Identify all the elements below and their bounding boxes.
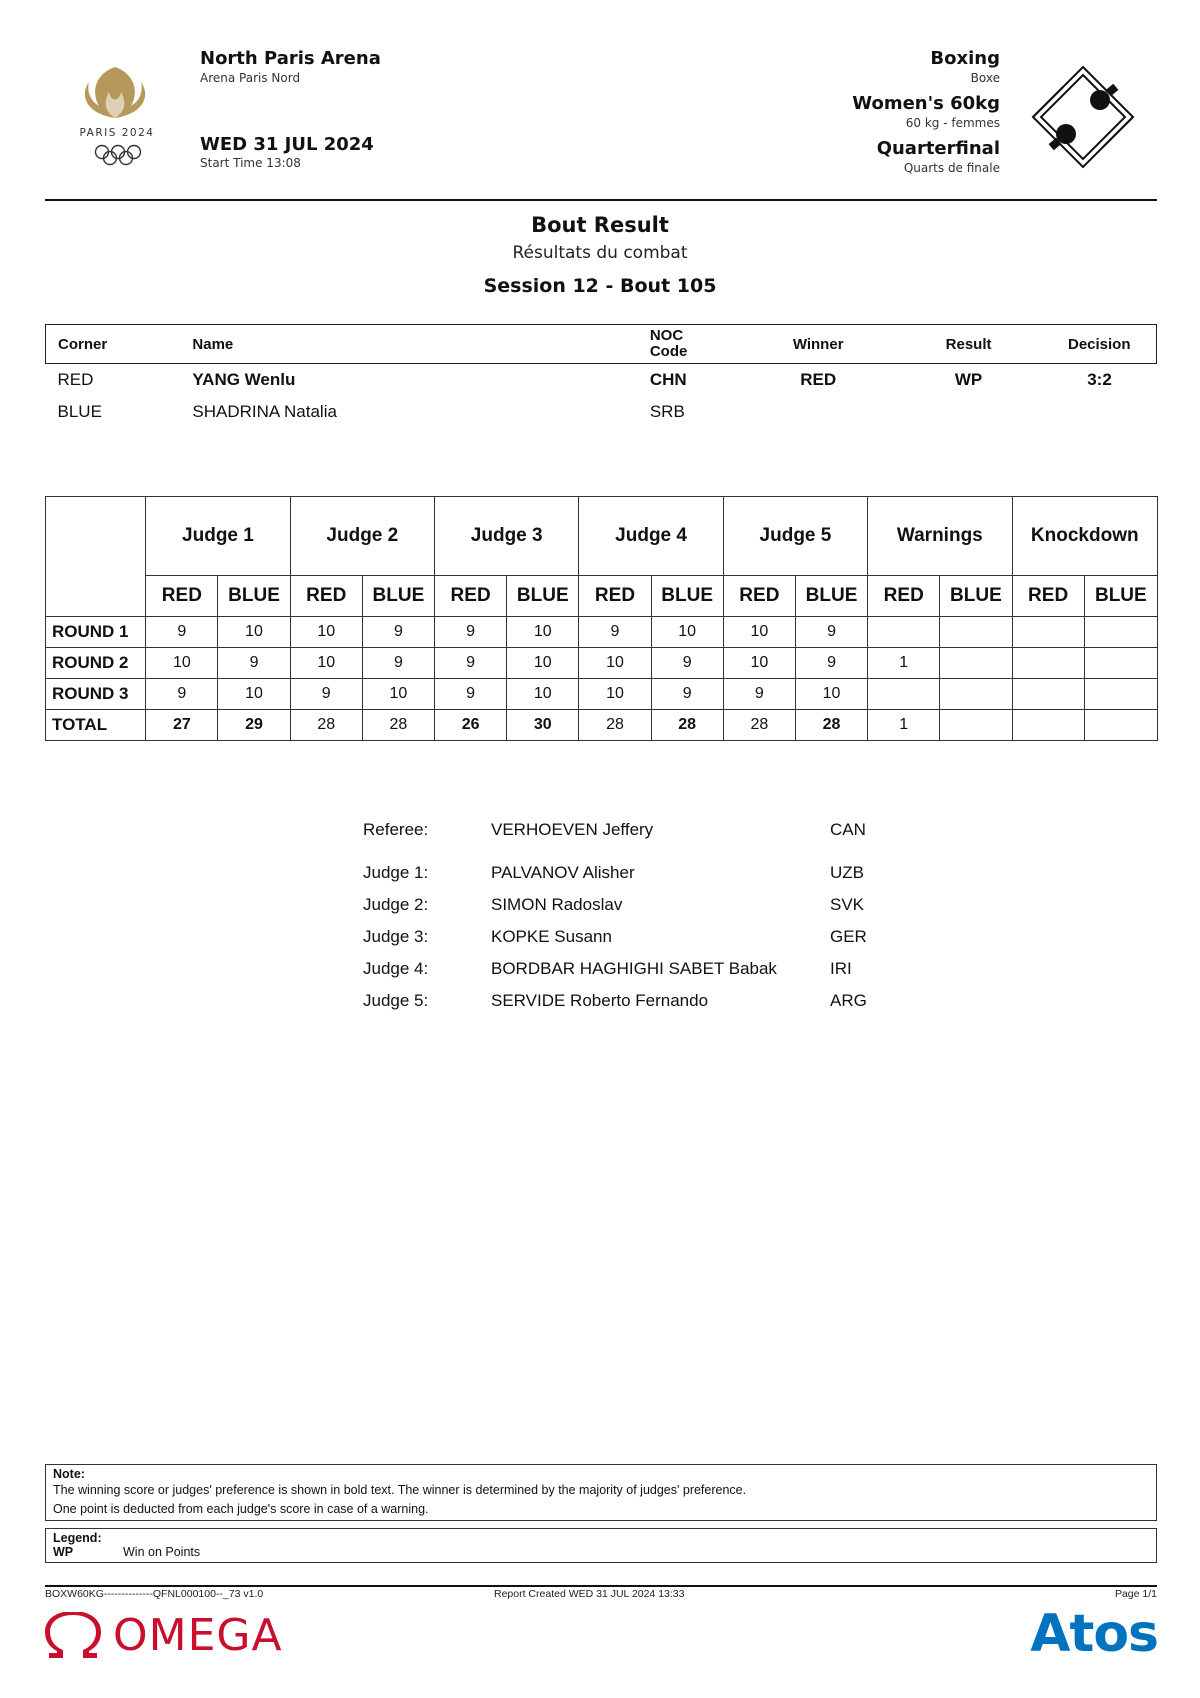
report-created: Report Created WED 31 JUL 2024 13:33	[494, 1588, 685, 1600]
phase-name: Quarterfinal	[876, 138, 1000, 159]
official-role: Judge 1:	[363, 863, 429, 882]
note-line-1: The winning score or judges' preference is shown in bold text. The winner is determined by the majority of judges' preference.	[53, 1483, 747, 1497]
header-rule	[45, 199, 1157, 201]
omega-symbol-icon	[45, 1612, 101, 1662]
sub-blue: BLUE	[651, 576, 723, 617]
score-cell: 1	[868, 710, 940, 741]
sub-blue: BLUE	[1084, 576, 1157, 617]
note-box	[45, 1464, 1157, 1521]
score-cell: 10	[290, 648, 362, 679]
score-cell: 28	[651, 710, 723, 741]
score-cell: 10	[507, 648, 579, 679]
event-date: WED 31 JUL 2024	[200, 134, 374, 155]
score-cell: 30	[507, 710, 579, 741]
note-line-2: One point is deducted from each judge's score in case of a warning.	[53, 1502, 429, 1516]
round-label: ROUND 1	[46, 617, 146, 648]
score-cell: 10	[579, 648, 651, 679]
judge-2-header: Judge 2	[290, 497, 434, 576]
sub-blue: BLUE	[218, 576, 290, 617]
sub-red: RED	[435, 576, 507, 617]
sub-blue: BLUE	[507, 576, 579, 617]
start-time: Start Time 13:08	[200, 156, 301, 170]
official-name: SERVIDE Roberto Fernando	[491, 991, 709, 1010]
score-cell: 28	[723, 710, 795, 741]
legend-meaning: Win on Points	[123, 1545, 201, 1559]
phase-name-fr: Quarts de finale	[903, 161, 1000, 175]
bout-table-header	[46, 325, 1157, 364]
score-cell: 9	[651, 648, 723, 679]
score-cell	[1012, 710, 1084, 741]
table-row	[46, 617, 1158, 648]
event-name: Women's 60kg	[852, 93, 1000, 114]
score-cell: 1	[868, 648, 940, 679]
noc-blue: SRB	[649, 402, 685, 421]
score-cell: 9	[435, 617, 507, 648]
winner-blue	[742, 396, 895, 428]
col-result: Result	[895, 325, 1043, 364]
decision-blue	[1043, 396, 1157, 428]
score-cell: 9	[579, 617, 651, 648]
logo-text: PARIS 2024	[79, 127, 155, 139]
atos-logo: Atos	[1030, 1604, 1158, 1664]
corner-red: RED	[57, 370, 94, 389]
col-name: Name	[180, 325, 637, 364]
knockdown-header: Knockdown	[1012, 497, 1157, 576]
result-blue	[895, 396, 1043, 428]
score-cell: 27	[146, 710, 218, 741]
round-label: ROUND 3	[46, 679, 146, 710]
bout-table	[45, 324, 1157, 428]
event-name-fr: 60 kg - femmes	[905, 116, 1000, 130]
official-noc: SVK	[830, 895, 865, 914]
score-cell: 28	[362, 710, 434, 741]
score-cell: 10	[218, 679, 290, 710]
score-cell: 28	[795, 710, 867, 741]
col-winner: Winner	[742, 325, 895, 364]
table-row	[46, 396, 1157, 428]
score-cell: 9	[435, 679, 507, 710]
sub-red: RED	[868, 576, 940, 617]
score-cell	[940, 710, 1012, 741]
score-cell: 10	[795, 679, 867, 710]
boxer-name-blue: SHADRINA Natalia	[192, 402, 337, 421]
official-noc: IRI	[830, 959, 852, 978]
score-cell	[868, 617, 940, 648]
score-cell: 9	[435, 648, 507, 679]
result-red: WP	[954, 370, 983, 389]
venue-name: North Paris Arena	[200, 48, 381, 69]
page-title: Bout Result	[531, 213, 669, 237]
sport-name-fr: Boxe	[970, 71, 1000, 85]
official-noc: CAN	[830, 820, 866, 839]
official-name: SIMON Radoslav	[491, 895, 623, 914]
score-cell: 10	[723, 617, 795, 648]
score-cell: 28	[579, 710, 651, 741]
sub-blue: BLUE	[362, 576, 434, 617]
score-cell: 10	[218, 617, 290, 648]
score-cell: 29	[218, 710, 290, 741]
legend-label: Legend:	[53, 1531, 102, 1545]
legend-entry	[53, 1545, 1149, 1559]
score-cell: 10	[507, 617, 579, 648]
official-role: Judge 3:	[363, 927, 429, 946]
sub-blue: BLUE	[795, 576, 867, 617]
col-noc-line2: Code	[649, 343, 688, 360]
judge-3-header: Judge 3	[435, 497, 579, 576]
judge-5-header: Judge 5	[723, 497, 867, 576]
warnings-header: Warnings	[868, 497, 1012, 576]
score-cell	[940, 679, 1012, 710]
corner-blue: BLUE	[57, 402, 102, 421]
judge-4-header: Judge 4	[579, 497, 723, 576]
round-label: ROUND 2	[46, 648, 146, 679]
official-role: Referee:	[363, 820, 429, 839]
score-cell: 10	[579, 679, 651, 710]
sub-red: RED	[579, 576, 651, 617]
corner-header-row	[46, 576, 1158, 617]
boxing-pictogram-icon	[1030, 64, 1136, 175]
legend-code: WP	[53, 1545, 74, 1559]
boxer-name-red: YANG Wenlu	[192, 370, 296, 389]
score-cell: 10	[290, 617, 362, 648]
decision-red: 3:2	[1087, 370, 1112, 389]
sub-red: RED	[146, 576, 218, 617]
official-noc: UZB	[830, 863, 864, 882]
page-number: Page 1/1	[1114, 1588, 1157, 1600]
official-role: Judge 5:	[363, 991, 429, 1010]
col-noc-line1: NOC	[649, 327, 684, 344]
official-role: Judge 2:	[363, 895, 429, 914]
table-row	[46, 679, 1158, 710]
col-noc	[638, 325, 742, 364]
score-cell: 9	[795, 617, 867, 648]
judge-1-header: Judge 1	[146, 497, 290, 576]
official-name: BORDBAR HAGHIGHI SABET Babak	[491, 959, 777, 978]
score-cell: 9	[362, 617, 434, 648]
venue-name-fr: Arena Paris Nord	[200, 71, 301, 85]
score-cell	[1084, 648, 1157, 679]
judge-header-row	[46, 497, 1158, 576]
score-cell	[1084, 617, 1157, 648]
score-cell: 9	[146, 679, 218, 710]
score-cell: 26	[435, 710, 507, 741]
score-cell: 10	[651, 617, 723, 648]
score-cell: 9	[218, 648, 290, 679]
col-corner: Corner	[46, 325, 181, 364]
score-cell: 10	[723, 648, 795, 679]
official-role: Judge 4:	[363, 959, 429, 978]
score-cell	[940, 617, 1012, 648]
table-row	[46, 648, 1158, 679]
score-cell	[868, 679, 940, 710]
table-row	[46, 364, 1157, 397]
score-cell: 10	[507, 679, 579, 710]
sub-blue: BLUE	[940, 576, 1012, 617]
score-cell	[1084, 679, 1157, 710]
winner-red: RED	[800, 370, 837, 389]
score-cell	[1084, 710, 1157, 741]
sub-red: RED	[290, 576, 362, 617]
score-cell: 9	[290, 679, 362, 710]
olympic-rings-icon	[93, 144, 143, 171]
score-cell: 10	[362, 679, 434, 710]
col-decision: Decision	[1043, 325, 1157, 364]
official-noc: ARG	[830, 991, 867, 1010]
score-cell: 9	[651, 679, 723, 710]
score-cell	[1012, 648, 1084, 679]
score-cell: 9	[795, 648, 867, 679]
score-cell	[940, 648, 1012, 679]
official-name: KOPKE Susann	[491, 927, 612, 946]
doc-code: BOXW60KG--------------QFNL000100--_73 v1.0	[45, 1588, 264, 1600]
score-cell: 10	[146, 648, 218, 679]
scores-table	[45, 496, 1158, 741]
score-cell	[1012, 679, 1084, 710]
sub-red: RED	[1012, 576, 1084, 617]
page-title-fr: Résultats du combat	[512, 243, 688, 263]
footer-rule	[45, 1585, 1157, 1587]
note-label: Note:	[53, 1467, 85, 1481]
score-cell: 9	[146, 617, 218, 648]
session-bout: Session 12 - Bout 105	[483, 275, 717, 297]
official-noc: GER	[830, 927, 867, 946]
round-label: TOTAL	[46, 710, 146, 741]
score-cell: 9	[723, 679, 795, 710]
sport-name: Boxing	[930, 48, 1000, 69]
official-name: PALVANOV Alisher	[491, 863, 635, 882]
scores-corner-cell	[46, 497, 146, 617]
table-row	[46, 710, 1158, 741]
noc-red: CHN	[649, 370, 687, 389]
omega-wordmark: OMEGA	[113, 1610, 283, 1661]
sub-red: RED	[723, 576, 795, 617]
score-cell: 28	[290, 710, 362, 741]
official-name: VERHOEVEN Jeffery	[491, 820, 654, 839]
score-cell	[1012, 617, 1084, 648]
legend-box	[45, 1528, 1157, 1563]
score-cell: 9	[362, 648, 434, 679]
